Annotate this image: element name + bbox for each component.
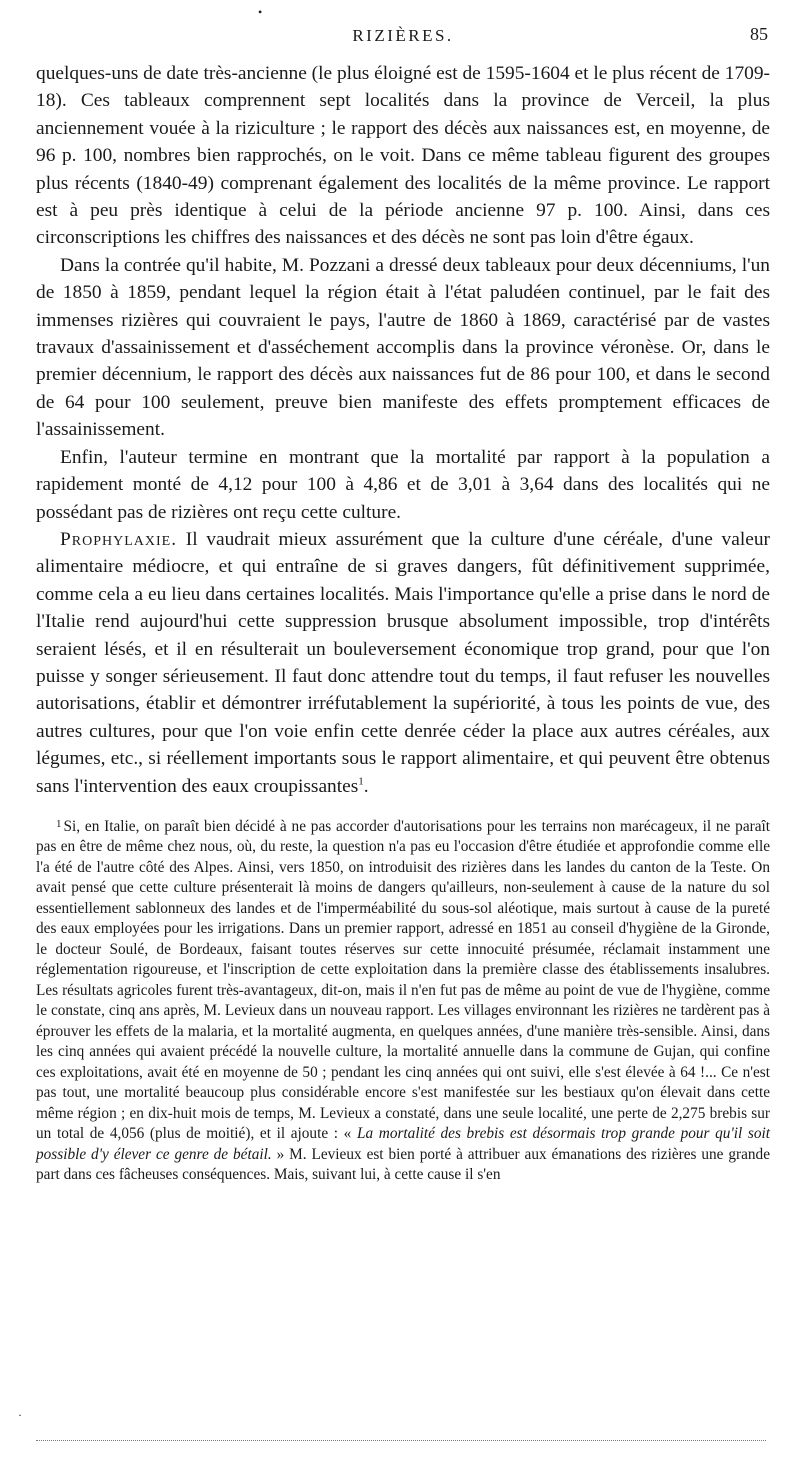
footnote-quote: La mortalité des brebis est désormais trop grande pour qu'il soit possible d'y élever ce genre de bétail.: [36, 1125, 770, 1163]
footnote: [36, 814, 770, 1186]
footnote-reference: 1: [358, 775, 364, 788]
margin-speck: ·: [18, 1408, 22, 1422]
section-label: Prophylaxie.: [60, 528, 178, 550]
footnote-text: Si, en Italie, on paraît bien décidé à ne pas accorder d'autorisations pour les terrains non marécageux, il ne paraît pas en être de même chez nous, où, du reste, la question n'a pas eu l'occasion d'être étudiée et approfondie comme elle l'a été de l'autre côté des Alpes. Ainsi, vers 1850, on introduisit des rizières dans les landes du canton de la Teste. On avait pensé que cette culture présenterait là moins de dangers qu'ailleurs, non-seulement à cause de la nature du sol essentiellement sablonneux des landes et de l'imperméabilité du sous-sol aléotique, mais surtout à cause de la pureté des eaux employées pour les irrigations. Dans un premier rapport, adressé en 1851 au conseil d'hygiène de la Gironde, le docteur Soulé, de Bordeaux, faisant toutes réserves sur cette innocuité présumée, réclamait instamment une réglementation rigoureuse, et l'inscription de cette exploitation dans la première classe des établissements insalubres. Les résultats agricoles furent très-avantageux, dit-on, mais il n'en fut pas de même au point de vue de l'hygiène, comme le constate, cinq ans après, M. Levieux dans un nouveau rapport. Les villages environnant les rizières ne tardèrent pas à éprouver les effets de la malaria, et la mortalité augmenta, en quelques années, d'une manière très-sensible. Ainsi, dans les cinq années qui avaient précédé la nouvelle culture, la mortalité annuelle dans la commune de Gujan, qui confine ces exploitations, avait été en moyenne de 50 ; pendant les cinq années qui ont suivi, elle s'est élevée à 64 !... Ce n'est pas tout, une mortalité beaucoup plus considérable encore s'est manifestée sur les bestiaux qu'on élevait dans cette même région ; en dix-huit mois de temps, M. Levieux a constaté, dans une seule localité, une perte de 2,275 brebis sur un total de 4,056 (plus de moitié), et il ajoute : «: [36, 817, 770, 1143]
prophylaxie-text: Il vaudrait mieux assurément que la culture d'une céréale, d'une valeur alimentaire médiocre, et qui entraîne de si graves dangers, fût définitivement supprimée, comme cela a eu lieu dans certaines localités. Mais l'importance qu'elle a prise dans le nord de l'Italie rend aujourd'hui cette suppression brusque absolument impossible, trop d'intérêts seraient lésés, et il en résulterait un bouleversement économique trop grand, pour que l'on puisse y songer sérieusement. Il faut donc attendre tout du temps, il faut refuser les nouvelles autorisations, établir et démontrer irréfutablement la supériorité, à tous les points de vue, des autres cultures, pour que l'on voie enfin cette denrée céder la place aux autres céréales, aux légumes, etc., si réellement importants sous le rapport alimentaire, et qui peuvent être obtenus sans l'intervention des eaux croupissantes: [36, 528, 770, 797]
running-title: RIZIÈRES.: [352, 26, 454, 45]
book-page: [36, 0, 770, 1186]
paragraph-pozzani: Dans la contrée qu'il habite, M. Pozzani a dressé deux tableaux pour deux décenniums, l'un de 1850 à 1859, pendant lequel la région était à l'état paludéen continuel, par le fait des immenses rizières qui couvraient le pays, l'autre de 1860 à 1869, caractérisé par de vastes travaux d'assainissement et d'asséchement accomplis dans la province véronèse. Or, dans le premier décennium, le rapport des décès aux naissances fut de 86 pour 100, et dans le second de 64 pour 100 seulement, preuve bien manifeste des effets promptement efficaces de l'assainissement.: [36, 254, 770, 441]
paragraph-continuation: quelques-uns de date très-ancienne (le plus éloigné est de 1595-1604 et le plus récent de 1709-18). Ces tableaux comprennent sept localités dans la province de Verceil, la plus anciennement vouée à la riziculture ; le rapport des décès aux naissances est, en moyenne, de 96 p. 100, nombres bien rapprochés, on le voit. Dans ce même tableau figurent des groupes plus récents (1840-49) comprenant également des localités de la même province. Le rapport est à peu près identique à celui de la période ancienne 97 p. 100. Ainsi, dans ces circonscriptions les chiffres des naissances et des décès ne sont pas loin d'être égaux.: [36, 63, 770, 249]
main-text: [36, 60, 770, 800]
stray-ink-mark: •: [258, 5, 263, 19]
footnote-mark: 1: [56, 817, 62, 830]
paragraph-mortality: Enfin, l'auteur termine en montrant que la mortalité par rapport à la population a rapidement monté de 4,12 pour 100 à 4,86 et de 3,01 à 3,64 dans des localités qui ne possédant pas de rizières ont reçu cette culture.: [36, 446, 770, 523]
footnote-area: [36, 814, 770, 1186]
running-head: [36, 0, 770, 46]
paragraph-prophylaxie: [36, 526, 770, 800]
footnote-separator: [36, 800, 770, 814]
bottom-dotted-artifact: [36, 1440, 766, 1441]
footnote-text-after: » M. Levieux est bien porté à attribuer aux émanations des rizières une grande part dans ces fâcheuses conséquences. Mais, suivant lui, à cette cause il s'en: [36, 1145, 770, 1184]
page-number: 85: [750, 24, 768, 44]
final-period: .: [363, 775, 369, 797]
